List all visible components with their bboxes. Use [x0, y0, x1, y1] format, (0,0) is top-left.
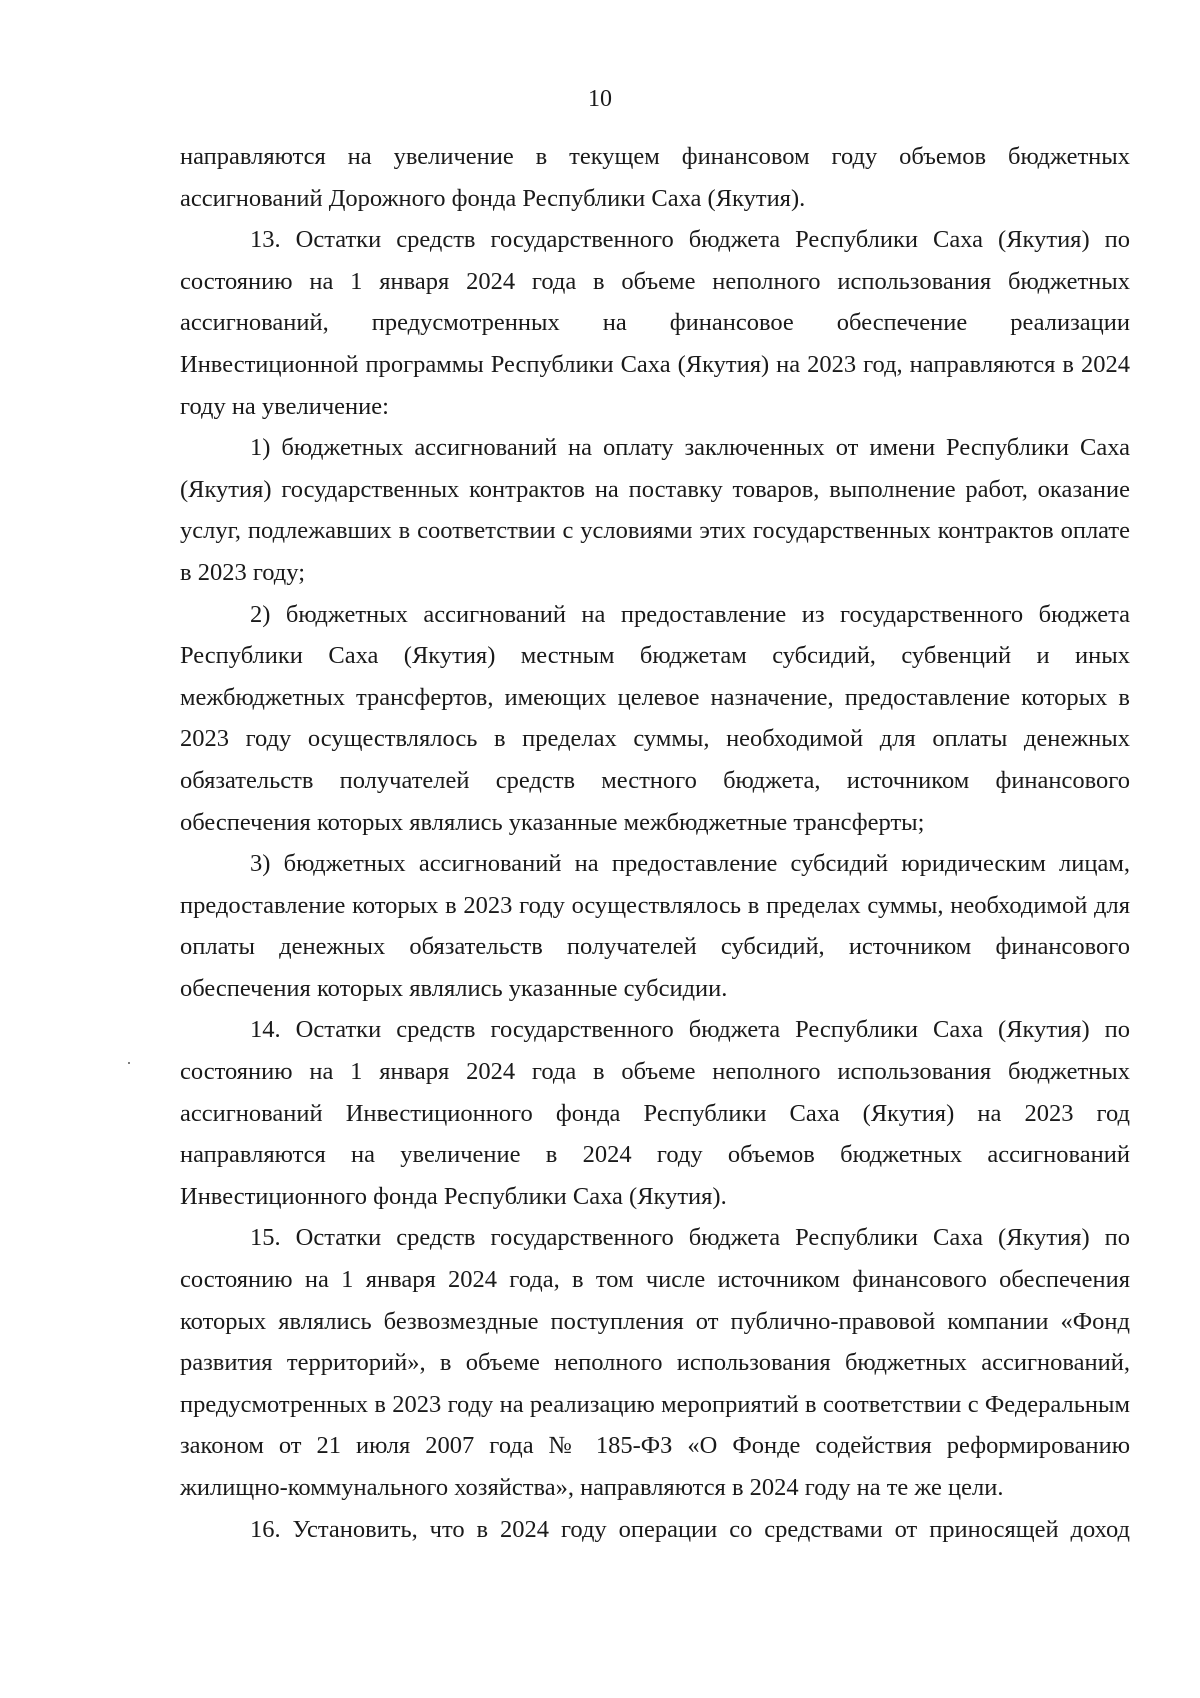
paragraph-13-item-1: 1) бюджетных ассигнований на оплату заключенных от имени Республики Саха (Якутия) государственных контрактов на поставку товаров, выполнение работ, оказание услуг, подлежавших в соответствии с условиями этих государственных контрактов оплате в 2023 году;: [180, 434, 1130, 586]
paragraph-continuation: направляются на увеличение в текущем финансовом году объемов бюджетных ассигнований Дорожного фонда Республики Саха (Якутия).: [180, 143, 1130, 212]
scan-speck: [128, 1062, 130, 1064]
page-number: 10: [588, 86, 612, 112]
paragraph-13-item-3: 3) бюджетных ассигнований на предоставление субсидий юридическим лицам, предоставление которых в 2023 году осуществлялось в пределах суммы, необходимой для оплаты денежных обязательств получателей субсидий, источником финансового обеспечения которых являлись указанные субсидии.: [180, 850, 1130, 1002]
paragraph-16: 16. Установить, что в 2024 году операции со средствами от приносящей доход: [250, 1515, 1130, 1543]
paragraph-14: 14. Остатки средств государственного бюджета Республики Саха (Якутия) по состоянию на 1 января 2024 года в объеме неполного использования бюджетных ассигнований Инвестиционного фонда Республики Саха (Якутия) на 2023 год направляются на увеличение в 2024 году объемов бюджетных ассигнований Инвестиционного фонда Республики Саха (Якутия).: [180, 1016, 1130, 1210]
paragraph-13-item-2: 2) бюджетных ассигнований на предоставление из государственного бюджета Республики Саха (Якутия) местным бюджетам субсидий, субвенций и иных межбюджетных трансфертов, имеющих целевое назначение, предоставление которых в 2023 году осуществлялось в пределах суммы, необходимой для оплаты денежных обязательств получателей средств местного бюджета, источником финансового обеспечения которых являлись указанные межбюджетные трансферты;: [180, 600, 1130, 836]
paragraph-15: 15. Остатки средств государственного бюджета Республики Саха (Якутия) по состоянию на 1 января 2024 года, в том числе источником финансового обеспечения которых являлись безвозмездные поступления от публично-правовой компании «Фонд развития территорий», в объеме неполного использования бюджетных ассигнований, предусмотренных в 2023 году на реализацию мероприятий в соответствии с Федеральным законом от 21 июля 2007 года № 185-ФЗ «О Фонде содействия реформированию жилищно-коммунального хозяйства», направляются в 2024 году на те же цели.: [180, 1224, 1130, 1501]
paragraph-13: 13. Остатки средств государственного бюджета Республики Саха (Якутия) по состоянию на 1 января 2024 года в объеме неполного использования бюджетных ассигнований, предусмотренных на финансовое обеспечение реализации Инвестиционной программы Республики Саха (Якутия) на 2023 год, направляются в 2024 году на увеличение:: [180, 226, 1130, 420]
document-body: [180, 136, 1130, 1550]
